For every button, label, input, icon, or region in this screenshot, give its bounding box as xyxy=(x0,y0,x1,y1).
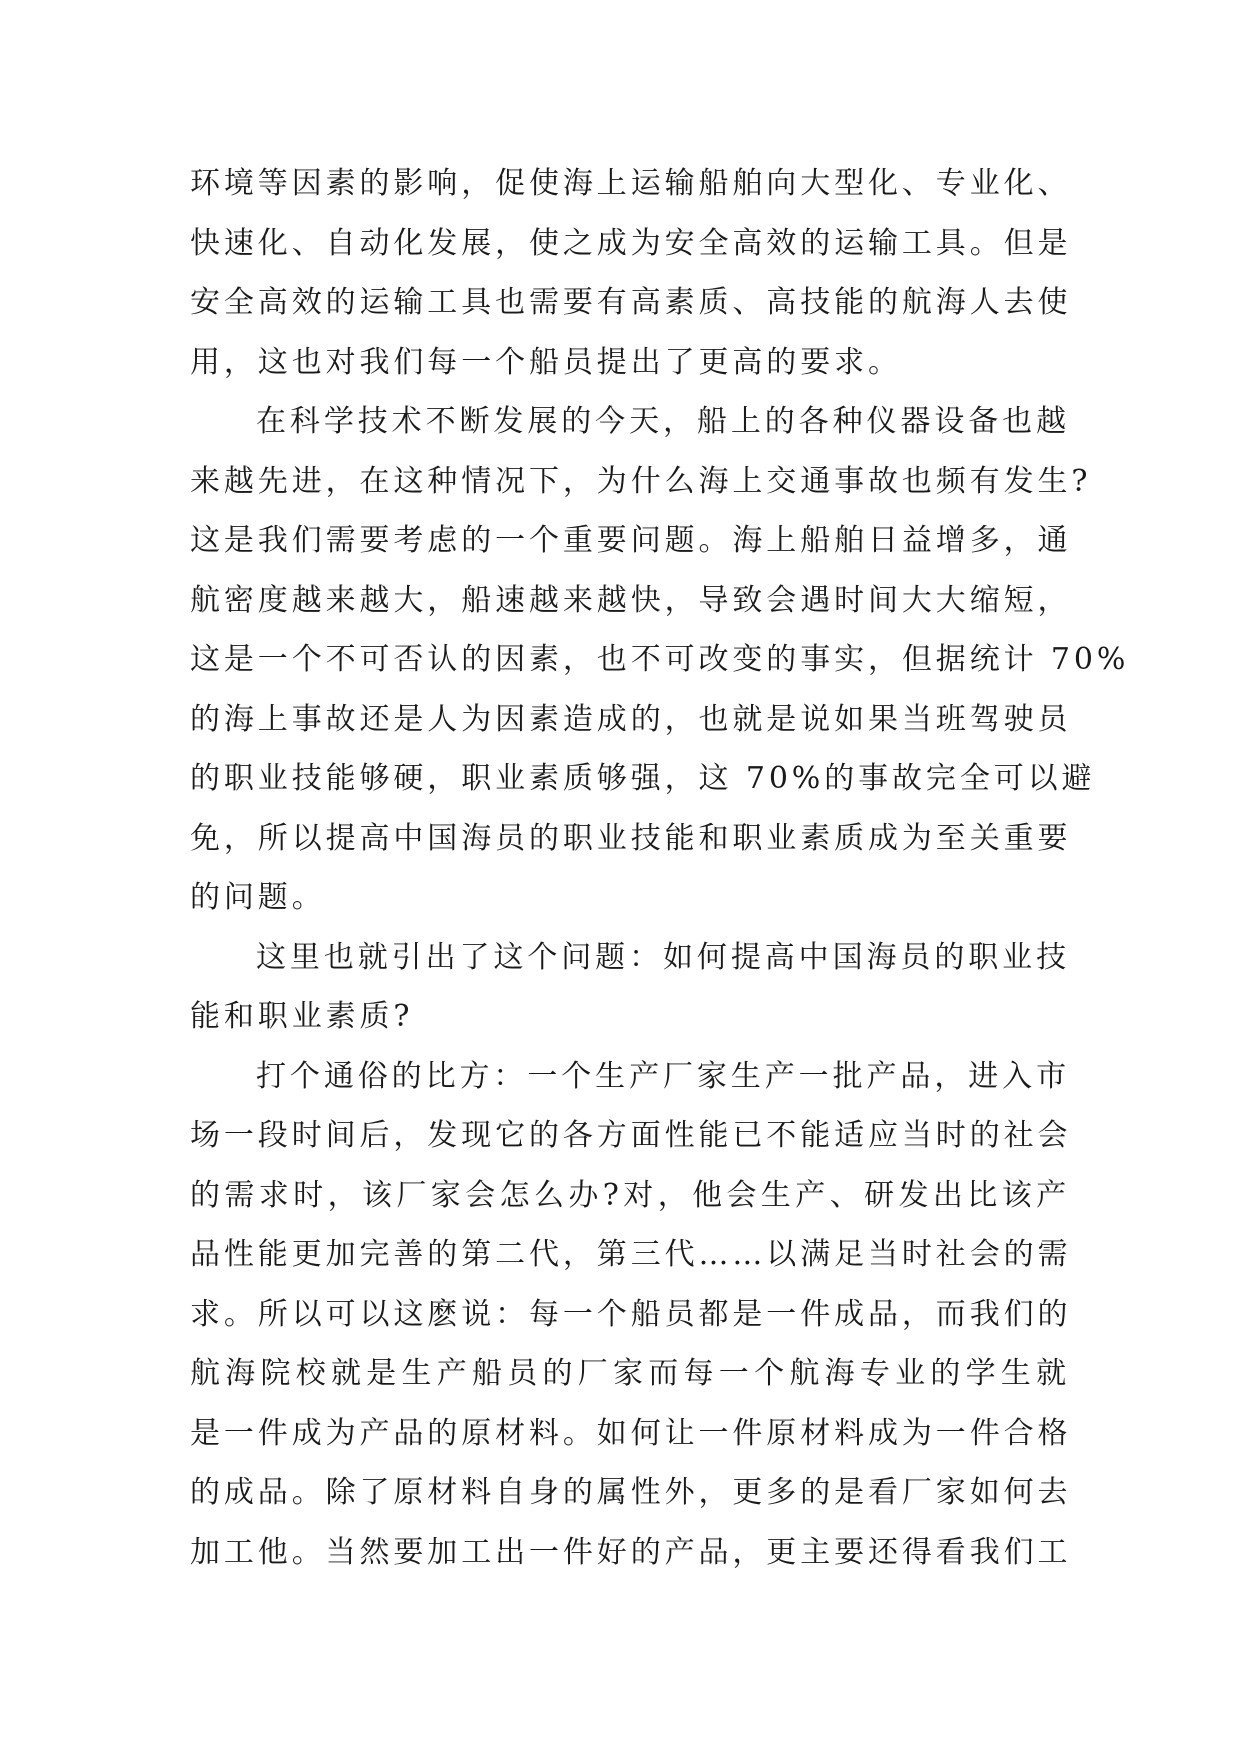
text-line: 加工他。当然要加工出一件好的产品，更主要还得看我们工 xyxy=(190,1534,1072,1570)
text-line: 环境等因素的影响，促使海上运输船舶向大型化、专业化、 xyxy=(190,166,1072,201)
text-line: 场一段时间后，发现它的各方面性能已不能适应当时的社会 xyxy=(190,1118,1072,1153)
text-line: 求。所以可以这麽说：每一个船员都是一件成品，而我们的 xyxy=(190,1296,1072,1332)
text-line: 免，所以提高中国海员的职业技能和职业素质成为至关重要 xyxy=(190,820,1072,856)
text-line: 航海院校就是生产船员的厂家而每一个航海专业的学生就 xyxy=(190,1356,1070,1391)
paragraph xyxy=(190,928,1070,1047)
text-line: 安全高效的运输工具也需要有高素质、高技能的航海人去使 xyxy=(190,285,1072,320)
text-line: 打个通俗的比方：一个生产厂家生产一批产品，进入市 xyxy=(256,1058,1070,1094)
text-line: 的问题。 xyxy=(190,880,326,915)
text-line: 快速化、自动化发展，使之成为安全高效的运输工具。但是 xyxy=(190,225,1072,261)
text-line: 用，这也对我们每一个船员提出了更高的要求。 xyxy=(190,344,902,380)
text-line: 的职业技能够硬，职业素质够强，这 70%的事故完全可以避 xyxy=(190,761,1096,796)
text-line: 这是我们需要考虑的一个重要问题。海上船舶日益增多，通 xyxy=(190,523,1072,558)
text-line: 的成品。除了原材料自身的属性外，更多的是看厂家如何去 xyxy=(190,1475,1072,1510)
text-line: 这里也就引出了这个问题：如何提高中国海员的职业技 xyxy=(256,939,1070,975)
paragraph xyxy=(190,154,1070,392)
text-line: 的需求时，该厂家会怎么办?对，他会生产、研发出比该产 xyxy=(190,1177,1070,1213)
paragraph xyxy=(190,392,1130,928)
document-body xyxy=(190,154,1130,1582)
text-line: 来越先进，在这种情况下，为什么海上交通事故也频有发生? xyxy=(190,463,1092,499)
paragraph xyxy=(190,1047,1070,1583)
text-line: 能和职业素质? xyxy=(190,999,414,1034)
text-line: 是一件成为产品的原材料。如何让一件原材料成为一件合格 xyxy=(190,1415,1072,1451)
text-line: 这是一个不可否认的因素，也不可改变的事实，但据统计 70% xyxy=(190,642,1130,677)
text-line: 航密度越来越大，船速越来越快，导致会遇时间大大缩短， xyxy=(190,582,1072,618)
text-line: 的海上事故还是人为因素造成的，也就是说如果当班驾驶员 xyxy=(190,701,1072,737)
text-line: 品性能更加完善的第二代，第三代……以满足当时社会的需 xyxy=(190,1237,1072,1272)
text-line: 在科学技术不断发展的今天，船上的各种仪器设备也越 xyxy=(256,404,1070,439)
